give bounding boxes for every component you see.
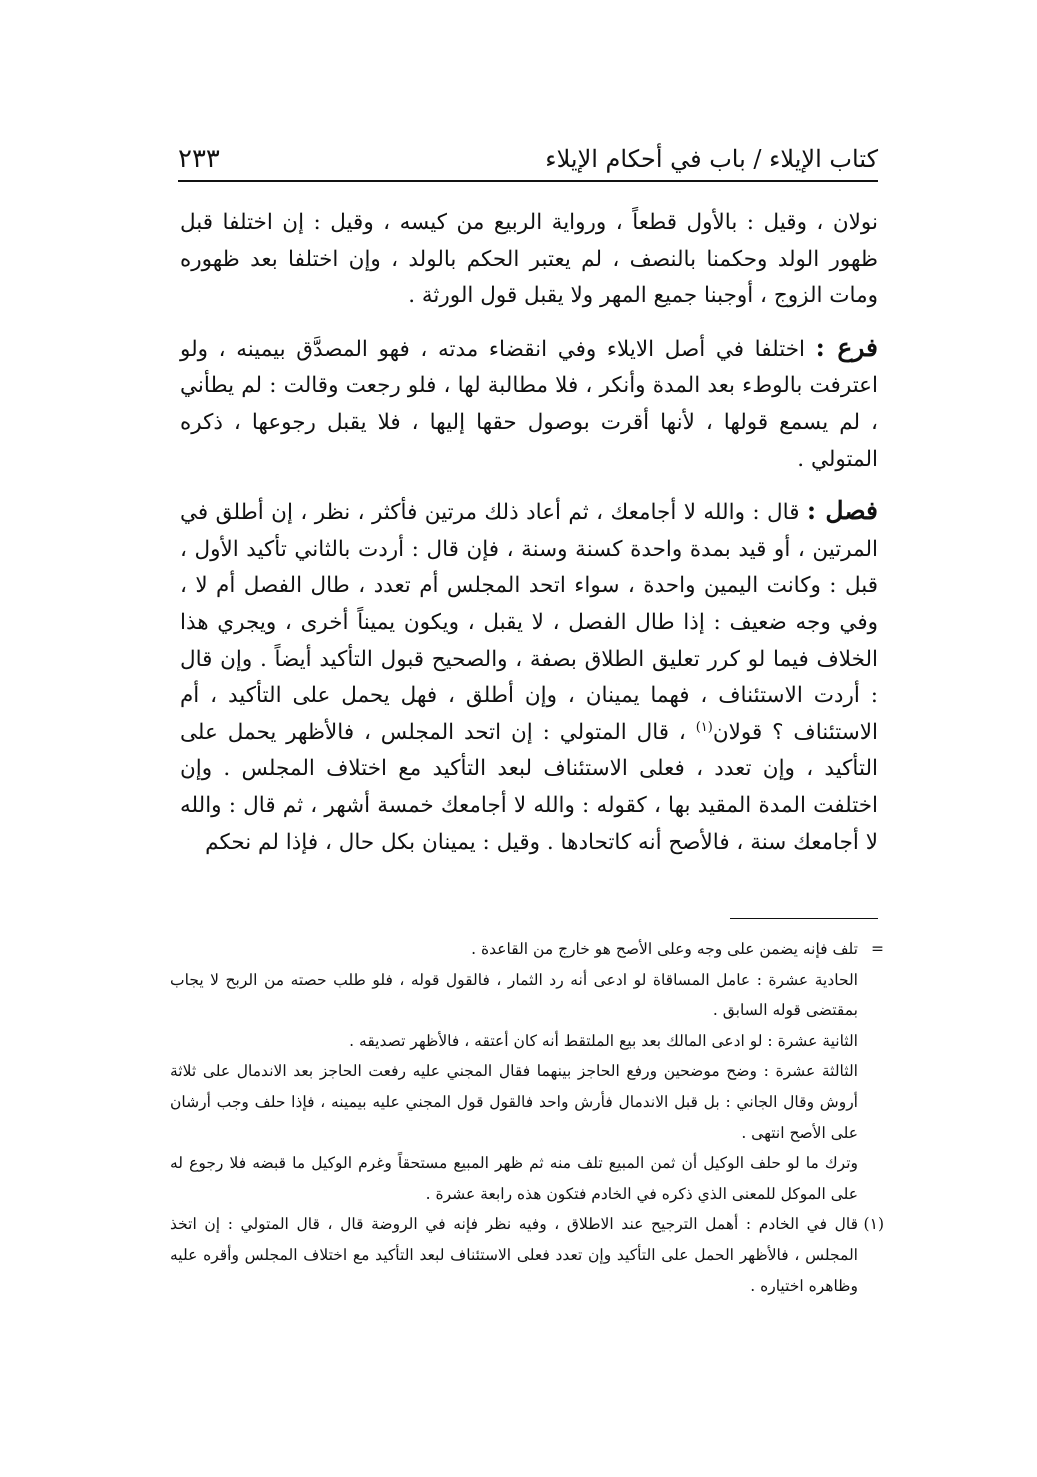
paragraph-1 — [180, 205, 878, 315]
footnote-reference-1: (١) — [695, 719, 713, 735]
page-header — [178, 142, 878, 178]
footnote-continuation — [170, 934, 884, 965]
footnote-item-12: الثانية عشرة : لو ادعى المالك بعد بيع الملتقط أنه كان أعتقه ، فالأظهر تصديقه . — [349, 1031, 858, 1050]
footnote-item-14: وترك ما لو حلف الوكيل أن ثمن المبيع تلف منه ثم ظهر المبيع مستحقاً وغرم الوكيل ما قبضه فلا رجوع له على الموكل للمعنى الذي ذكره في الخادم فتكون هذه رابعة عشرة . — [170, 1154, 858, 1203]
paragraph-fasl-text-2: ، قال المتولي : إن اتحد المجلس ، فالأظهر يحمل على التأكيد ، وإن تعدد ، فعلى الاستئناف لبعد التأكيد مع اختلاف المجلس . وإن اختلفت المدة المقيد بها ، كقوله : والله لا أجامعك خمسة أشهر ، ثم قال : والله لا أجامعك سنة ، فالأصح أنه كاتحادها . وقيل : يمينان بكل حال ، فإذا لم نحكم — [180, 719, 878, 855]
paragraph-far-text: اختلفا في أصل الايلاء وفي انقضاء مدته ، فهو المصدَّق بيمينه ، ولو اعترفت بالوطء بعد المدة وأنكر ، فلا مطالبة لها ، فلو رجعت وقالت : لم يطأني ، لم يسمع قولها ، لأنها أقرت بوصول حقها إليها ، فلا يقبل رجوعها ، ذكره المتولي . — [180, 336, 878, 472]
footnote-1-text: قال في الخادم : أهمل الترجيح عند الاطلاق ، وفيه نظر فإنه في الروضة قال ، قال المتولي : إن اتخذ المجلس ، فالأظهر الحمل على التأكيد وإن تعدد فعلى الاستئناف لبعد التأكيد مع اختلاف المجلس وأقره عليه وظاهره اختياره . — [170, 1215, 858, 1295]
footnote-rule — [730, 918, 878, 919]
continuation-marker: = — [871, 940, 884, 958]
section-label-fasl: فصل : — [806, 496, 878, 526]
footnotes — [170, 934, 884, 1301]
footnote-continuation-text: تلف فإنه يضمن على وجه وعلى الأصح هو خارج من القاعدة . — [471, 940, 858, 958]
main-text — [180, 205, 878, 861]
footnote-item-11: الحادية عشرة : عامل المساقاة لو ادعى أنه رد الثمار ، فالقول قوله ، فلو طلب حصته من الربح لا يجاب بمقتضى قوله السابق . — [170, 970, 858, 1020]
paragraph-1-text: نولان ، وقيل : بالأول قطعاً ، ورواية الربيع من كيسه ، وقيل : إن اختلفا قبل ظهور الولد وحكمنا بالنصف ، لم يعتبر الحكم بالولد ، وإن اختلفا بعد ظهوره ومات الزوج ، أوجبنا جميع المهر ولا يقبل قول الورثة . — [180, 210, 878, 309]
running-title: كتاب الإيلاء / باب في أحكام الإيلاء — [545, 145, 878, 173]
footnote-1 — [170, 1209, 884, 1301]
section-label-far: فرع : — [815, 332, 879, 362]
paragraph-fasl — [180, 493, 878, 861]
paragraph-far — [180, 330, 878, 478]
footnote-item-13: الثالثة عشرة : وضح موضحين ورفع الحاجز بينهما فقال المجني عليه رفعت الحاجز بعد الاندمال على ثلاثة أروش وقال الجاني : بل قبل الاندمال فأرش واحد فالقول قول المجني عليه بيمينه ، فإذا حلف وجب أرشان على الأصح انتهى . — [170, 1062, 858, 1142]
footnote-list-items — [170, 965, 884, 1210]
paragraph-fasl-text-1: قال : والله لا أجامعك ، ثم أعاد ذلك مرتين فأكثر ، نظر ، إن أطلق في المرتين ، أو قيد بمدة واحدة كسنة وسنة ، فإن قال : أردت بالثاني تأكيد الأول ، قبل : وكانت اليمين واحدة ، سواء اتحد المجلس أم تعدد ، طال الفصل أم لا ، وفي وجه ضعيف : إذا طال الفصل ، لا يقبل ، ويكون يميناً أخرى ، ويجري هذا الخلاف فيما لو كرر تعليق الطلاق بصفة ، والصحيح قبول التأكيد أيضاً . وإن قال : أردت الاستئناف ، فهما يمينان ، وإن أطلق ، فهل يحمل على التأكيد ، أم الاستئناف ؟ قولان — [180, 500, 878, 745]
footnote-1-label: (١) — [863, 1215, 884, 1234]
page-number: ٢٣٣ — [178, 144, 220, 174]
header-rule — [178, 180, 878, 182]
